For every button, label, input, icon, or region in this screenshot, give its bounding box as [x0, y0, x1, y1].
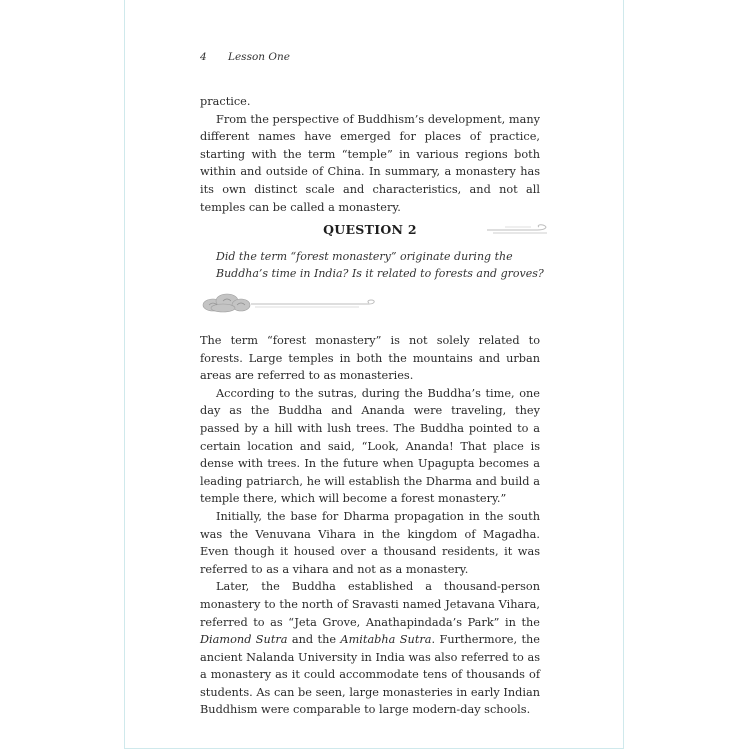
- running-header: [200, 51, 500, 63]
- chapter-title: Lesson One: [228, 51, 290, 63]
- book-title: Amitabha Sutra: [340, 633, 432, 647]
- cloud-decoration-icon: [199, 290, 379, 314]
- page-number: 4: [200, 51, 207, 63]
- book-title: Diamond Sutra: [200, 633, 288, 647]
- wind-swirl-decoration-icon: [485, 220, 555, 236]
- paragraph: The term “forest monastery” is not solely related to forests. Large temples in both the mountains and urban areas are referred to as monasteries.: [200, 334, 540, 383]
- paragraph: From the perspective of Buddhism’s development, many different names have emerged for places of practice, starting with the term “temple” in various regions both within and outside of China. In summary, a monastery has its own distinct scale and characteristics, and not all temples can be called a monastery.: [200, 112, 540, 214]
- intro-text: [200, 93, 540, 216]
- paragraph: Initially, the base for Dharma propagation in the south was the Venuvana Vihara in the kingdom of Magadha. Even though it housed over a thousand residents, it was referred to as a vihara and not as a monastery.: [200, 509, 540, 576]
- book-page: [124, 0, 624, 749]
- question-text: Did the term “forest monastery” originate during the Buddha’s time in India? Is it related to forests and groves?: [216, 250, 544, 280]
- question-title: QUESTION 2: [323, 222, 417, 237]
- text-run: and the: [287, 633, 341, 647]
- answer-text: [200, 332, 540, 719]
- paragraph: According to the sutras, during the Buddha’s time, one day as the Buddha and Ananda were traveling, they passed by a hill with lush trees. The Buddha pointed to a certain location and said, “Look, Ananda! That place is dense with trees. In the future when Upagupta becomes a leading patriarch, he will establish the Dharma and build a temple there, which will become a forest monastery.”: [200, 386, 540, 506]
- text-run: Later, the Buddha established a thousand-person monastery to the north of Sravasti named Jetavana Vihara, referred to as “Jeta Grove, Anathapindada’s Park” in the: [200, 580, 540, 629]
- paragraph: [200, 578, 540, 719]
- text-run: . Furthermore, the ancient Nalanda University in India was also referred to as a monastery as it could accommodate tens of thousands of students. As can be seen, large monasteries in early Indian Buddhism were comparable to large modern-day schools.: [200, 633, 540, 717]
- paragraph: practice.: [200, 95, 251, 108]
